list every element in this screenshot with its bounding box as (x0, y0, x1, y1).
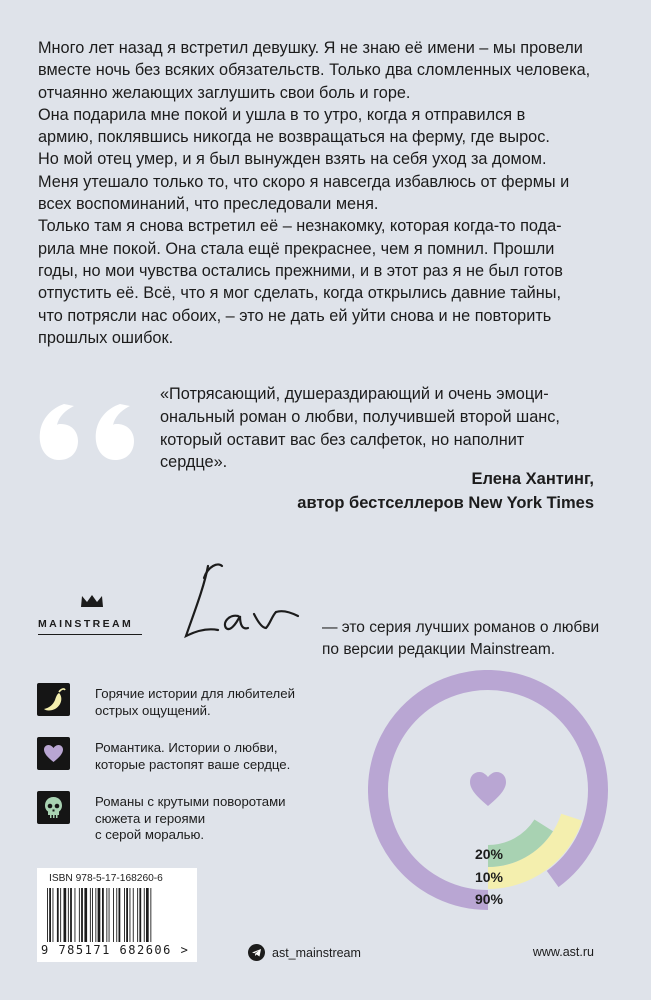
blurb-line: что потрясли нас обоих, – это не дать ей уйти снова и не повторить (38, 306, 552, 325)
barcode-bar (139, 888, 141, 942)
barcode-bar (130, 888, 131, 942)
blurb-line: Она подарила мне покой и ушла в то утро, когда я отправился в (38, 105, 526, 124)
isbn-digits: 9 785171 682606 > (41, 943, 190, 957)
barcode-bars (43, 888, 191, 942)
quote-line: ональный роман о любви, получившей второй шанс, (160, 407, 560, 426)
legend-text (95, 740, 335, 773)
series-description (322, 617, 599, 660)
blurb-line: отпустить её. Всё, что я мог сделать, когда открылись давние тайны, (38, 284, 561, 303)
brand-name: MAINSTREAM (38, 618, 134, 630)
blurb-line: Но мой отец умер, и я был вынужден взять на себя уход за домом. (38, 150, 547, 169)
quote-author (297, 467, 594, 515)
barcode-bar (47, 888, 48, 942)
quote-mark-icon (34, 368, 144, 478)
isbn-label: ISBN 978-5-17-168260-6 (49, 873, 163, 884)
barcode-bar (49, 888, 51, 942)
barcode-bar (119, 888, 121, 942)
romance-percent: 90% (474, 891, 504, 907)
barcode-bar (64, 888, 67, 942)
social-handle[interactable] (248, 944, 361, 961)
author-title: автор бестселлеров New York Times (297, 494, 594, 512)
legend-text (95, 794, 335, 844)
legend-line: Горячие истории для любителей (95, 686, 295, 701)
barcode-bar (92, 888, 93, 942)
barcode-bar (98, 888, 101, 942)
barcode-bar (133, 888, 134, 942)
barcode-bar (81, 888, 83, 942)
chili-pepper-icon (37, 683, 70, 716)
social-handle-text: ast_mainstream (272, 945, 361, 960)
barcode-bar (124, 888, 125, 942)
barcode-bar (68, 888, 69, 942)
series-line: по версии редакции Mainstream. (322, 640, 556, 658)
barcode-bar (126, 888, 128, 942)
barcode-bar (113, 888, 114, 942)
barcode-bar (84, 888, 87, 942)
telegram-icon (248, 944, 265, 961)
blurb-line: Только там я снова встретил её – незнакомку, которая когда-то пода- (38, 217, 562, 236)
blurb-line: всех воспоминаний, что преследовали меня. (38, 195, 379, 214)
barcode-bar (146, 888, 149, 942)
barcode-bar (116, 888, 117, 942)
barcode-bar (53, 888, 54, 942)
mainstream-logo (38, 594, 148, 638)
legend-line: Романы с крутыми поворотами (95, 794, 286, 809)
legend-line: Романтика. Истории о любви, (95, 740, 278, 755)
barcode (37, 868, 197, 962)
dark-percent: 10% (474, 869, 504, 885)
crown-icon (80, 594, 104, 608)
barcode-bar (144, 888, 145, 942)
lav-series-logo (178, 558, 302, 648)
skull-icon (37, 791, 70, 824)
donut-heart-icon (470, 772, 506, 806)
blurb-line: армию, поклявшись никогда не возвращаться на ферму, где вырос. (38, 128, 550, 147)
legend-text (95, 686, 335, 719)
blurb-line: вместе ночь без всяких обязательств. Только два сломленных человека, (38, 61, 591, 80)
barcode-bar (150, 888, 151, 942)
legend-line: с серой моралью. (95, 827, 205, 842)
blurb-line: прошлых ошибок. (38, 328, 174, 347)
blurb-line: рила мне покой. Она стала ещё прекраснее, чем я помнил. Прошли (38, 239, 555, 258)
author-name: Елена Хантинг, (471, 470, 594, 488)
heart-icon (37, 737, 70, 770)
blurb-line: отчаянно желающих заглушить свои боль и горе. (38, 83, 411, 102)
legend-line: сюжета и героями (95, 810, 206, 826)
barcode-bar (137, 888, 138, 942)
barcode-bar (79, 888, 80, 942)
legend-line: острых ощущений. (95, 702, 211, 718)
quote-line: сердце». (160, 453, 228, 472)
barcode-bar (106, 888, 107, 942)
series-line: — это серия лучших романов о любви (322, 619, 600, 636)
barcode-bar (109, 888, 110, 942)
website-link[interactable]: www.ast.ru (532, 945, 594, 959)
barcode-bar (102, 888, 104, 942)
barcode-bar (95, 888, 96, 942)
barcode-bar (60, 888, 61, 942)
quote-line: «Потрясающий, душераздирающий и очень эмоци- (160, 385, 549, 403)
blurb-line: Много лет назад я встретил девушку. Я не знаю её имени – мы провели (38, 39, 583, 57)
blurb-line: Меня утешало только то, что скоро я навсегда избавлюсь от фермы и (38, 172, 570, 191)
barcode-bar (90, 888, 91, 942)
brand-underline (38, 634, 142, 635)
back-cover-blurb (38, 37, 608, 349)
spicy-percent: 20% (474, 846, 504, 862)
barcode-bar (57, 888, 59, 942)
barcode-bar (70, 888, 72, 942)
blurb-line: годы, но мои чувства остались прежними, и в этот раз я не был готов (38, 261, 563, 280)
legend-line: которые растопят ваше сердце. (95, 756, 291, 772)
barcode-bar (75, 888, 76, 942)
quote-line: который оставит вас без салфеток, но наполнит (160, 430, 525, 449)
review-quote (160, 383, 600, 474)
